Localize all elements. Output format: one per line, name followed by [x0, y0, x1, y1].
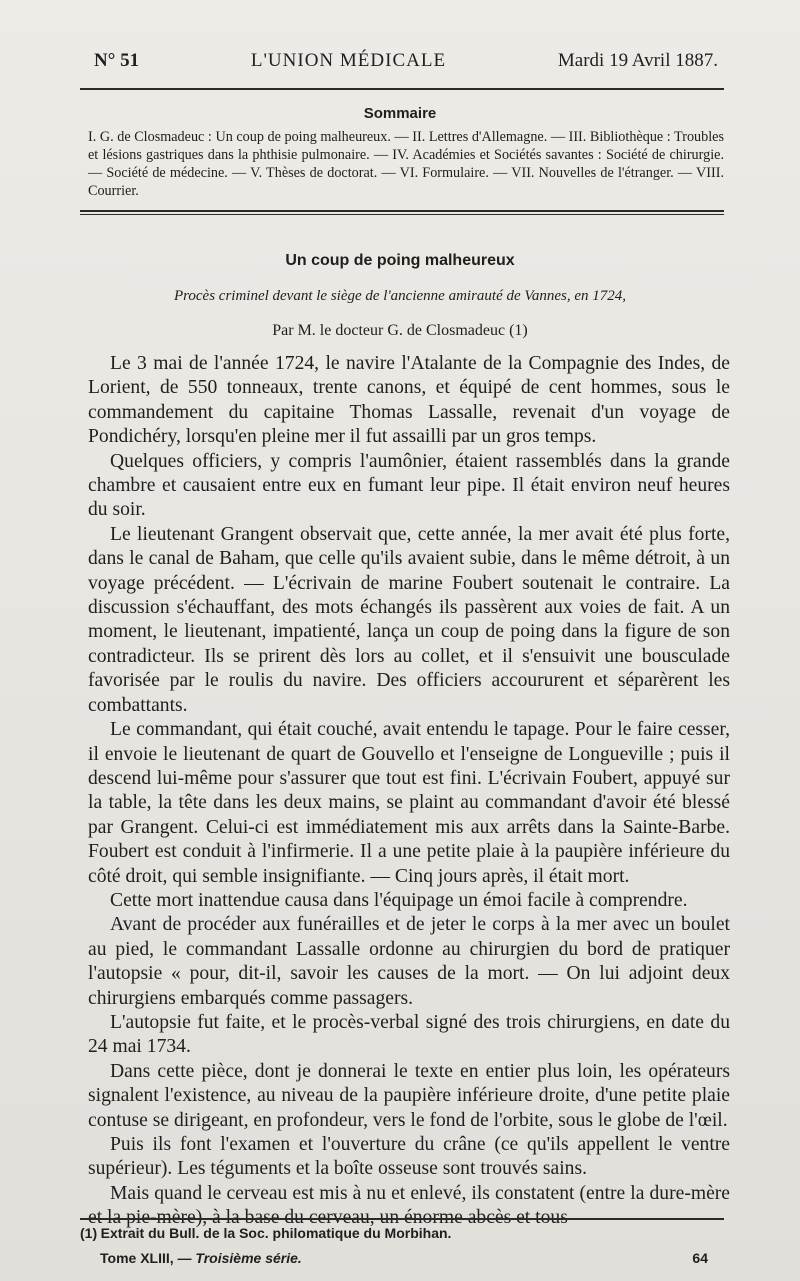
sommaire-rule-bottom [80, 214, 724, 215]
paragraph: Puis ils font l'examen et l'ouverture du crâne (ce qu'ils appellent le ventre supérieur). Les téguments et la boîte osseuse sont trouvés sains. [88, 1134, 730, 1180]
sommaire-text: I. G. de Closmadeuc : Un coup de poing malheureux. — II. Lettres d'Allemagne. — III. Bibliothèque : Troubles et lésions gastriques dans la phthisie pulmonaire. — IV. Académies et Sociétés savantes : Société de chirurgie. — Société de médecine. — V. Thèses de doctorat. — VI. Formulaire. — VII. Nouvelles de l'étranger. — VIII. Courrier. [88, 129, 724, 199]
paragraph: Dans cette pièce, dont je donnerai le texte en entier plus loin, les opérateurs signalent l'existence, au niveau de la paupière inférieure droite, d'une petite plaie contuse se dirigeant, en profondeur, vers le fond de l'orbite, sous le globe de l'œil. [88, 1060, 730, 1131]
paragraph: Le commandant, qui était couché, avait entendu le tapage. Pour le faire cesser, il envoie le lieutenant de quart de Gouvello et l'enseigne de Longueville ; puis il descend lui-même pour s'assurer que tout est fini. L'écrivain Foubert, appuyé sur la table, la tête dans les deux mains, se plaint au commandant d'avoir été blessé par Grangent. Celui-ci est immédiatement mis aux arrêts dans la Sainte-Barbe. Foubert est conduit à l'infirmerie. Il a une petite plaie à la paupière inférieure du côté droit, qui semble insignifiante. — Cinq jours après, il était mort. [88, 719, 730, 887]
article-byline: Par M. le docteur G. de Closmadeuc (1) [272, 322, 528, 339]
sommaire-title: Sommaire [363, 105, 437, 122]
footnote-marker: (1) [80, 1225, 98, 1241]
footnote-text: Extrait du Bull. de la Soc. philomatique du Morbihan. [100, 1225, 452, 1241]
paragraph: Mais quand le cerveau est mis à nu et enlevé, ils constatent (entre la dure-mère et la pie-mère), à la base du cerveau, un énorme abcès et tous [88, 1182, 730, 1229]
paragraph: Le lieutenant Grangent observait que, cette année, la mer avait été plus forte, dans le canal de Baham, que celle qu'ils avaient subie, dans le même détroit, à un voyage précédent. — L'écrivain de marine Foubert soutenait le contraire. La discussion s'échauffant, des mots échangés ils passèrent aux voies de fait. A un moment, le lieutenant, impatienté, lança un coup de poing dans la figure de son contradicteur. Ils se prirent dès lors au collet, et il s'ensuivit une bousculade favorisée par le roulis du navire. Des officiers accoururent et séparèrent les combattants. [88, 523, 730, 716]
series-label: — Troisième série. [177, 1250, 302, 1266]
paragraph: Le 3 mai de l'année 1724, le navire l'Atalante de la Compagnie des Indes, de Lorient, de 550 tonneaux, trente canons, et équipé de cent hommes, sous le commandement du capitaine Thomas Lassalle, revenait d'un voyage de Pondichéry, lorsqu'en pleine mer il fut assailli par un gros temps. [88, 353, 730, 448]
page-header [94, 50, 718, 84]
header-rule [80, 88, 724, 90]
paragraph: L'autopsie fut faite, et le procès-verbal signé des trois chirurgiens, en date du 24 mai 1734. [88, 1011, 730, 1058]
issue-number: N° 51 [94, 50, 140, 71]
article-body [88, 352, 730, 1231]
issue-date: Mardi 19 Avril 1887. [557, 50, 718, 71]
article-subtitle: Procès criminel devant le siège de l'ancienne amirauté de Vannes, en 1724, [173, 288, 627, 304]
page-footer [100, 1250, 708, 1266]
journal-title: L'UNION MÉDICALE [250, 50, 447, 71]
tome-label: Tome XLIII, [100, 1250, 174, 1266]
footnote [80, 1224, 724, 1244]
footnote-rule [80, 1218, 724, 1220]
printer-signature: 64 [692, 1250, 708, 1266]
article-title: Un coup de poing malheureux [285, 252, 515, 269]
paragraph: Avant de procéder aux funérailles et de jeter le corps à la mer avec un boulet au pied, le commandant Lassalle ordonne au chirurgien du bord de pratiquer l'autopsie « pour, dit-il, savoir les causes de la mort. — On lui adjoint deux chirurgiens embarqués comme passagers. [88, 914, 730, 1009]
paragraph: Quelques officiers, y compris l'aumônier, étaient rassemblés dans la grande chambre et causaient entre eux en fumant leur pipe. Il était environ neuf heures du soir. [88, 450, 730, 521]
paragraph: Cette mort inattendue causa dans l'équipage un émoi facile à comprendre. [110, 889, 688, 911]
sommaire-rule-top [80, 210, 724, 212]
